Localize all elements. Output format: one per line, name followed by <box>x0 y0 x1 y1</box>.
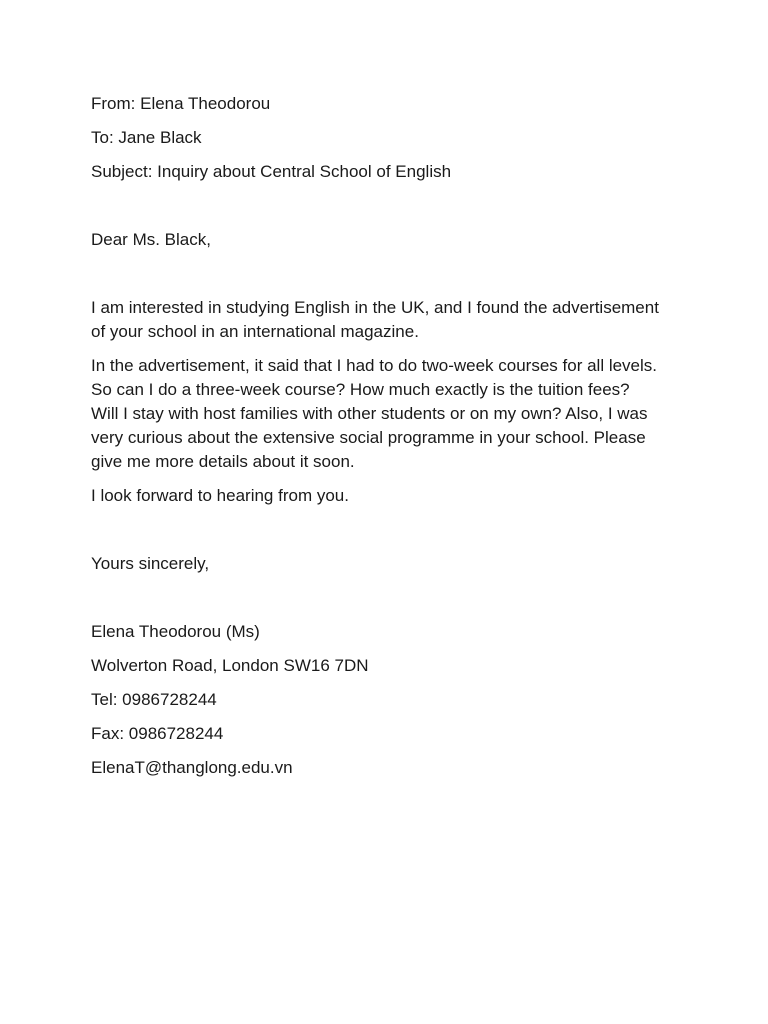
signature-address: Wolverton Road, London SW16 7DN <box>91 656 369 675</box>
paragraph-1 <box>91 296 691 344</box>
letter <box>91 92 691 780</box>
paragraph-1-line: I am interested in studying English in the UK, and I found the advertisement <box>91 298 659 317</box>
paragraph-2-line: Will I stay with host families with other students or on my own? Also, I was <box>91 404 648 423</box>
salutation: Dear Ms. Black, <box>91 230 211 249</box>
paragraph-1-line: of your school in an international magazine. <box>91 322 419 341</box>
signature-fax: Fax: 0986728244 <box>91 724 224 743</box>
paragraph-2-line: In the advertisement, it said that I had to do two-week courses for all levels. <box>91 356 658 375</box>
closing: Yours sincerely, <box>91 554 210 573</box>
from-line: From: Elena Theodorou <box>91 94 271 113</box>
signature-name: Elena Theodorou (Ms) <box>91 622 260 641</box>
paragraph-2-line: very curious about the extensive social programme in your school. Please <box>91 428 646 447</box>
signature-email: ElenaT@thanglong.edu.vn <box>91 758 293 777</box>
paragraph-3: I look forward to hearing from you. <box>91 486 349 505</box>
to-line: To: Jane Black <box>91 128 202 147</box>
paragraph-2-line: give me more details about it soon. <box>91 452 355 471</box>
signature-tel: Tel: 0986728244 <box>91 690 217 709</box>
subject-line: Subject: Inquiry about Central School of English <box>91 162 452 181</box>
paragraph-2 <box>91 354 691 474</box>
paragraph-2-line: So can I do a three-week course? How much exactly is the tuition fees? <box>91 380 630 399</box>
